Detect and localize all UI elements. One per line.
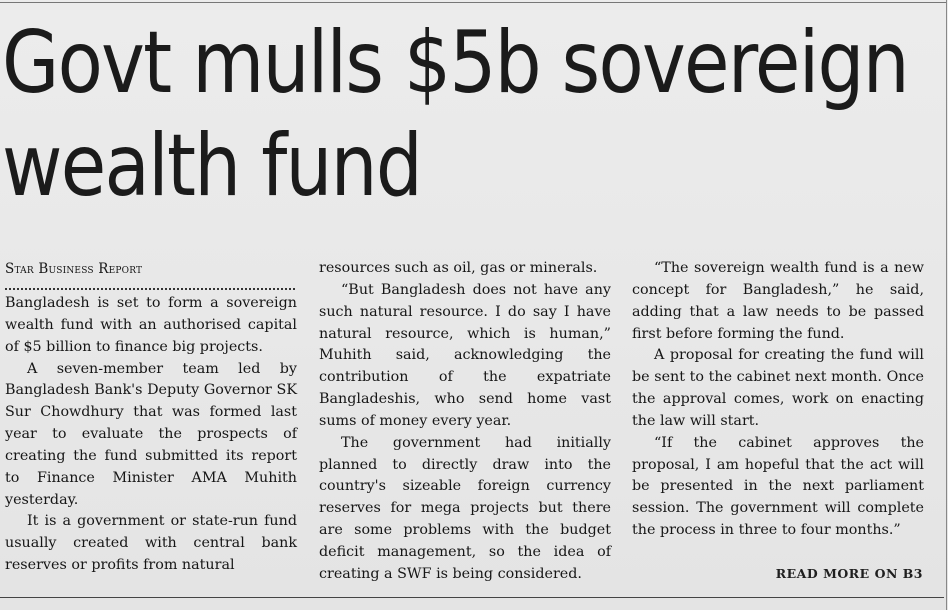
- paragraph: It is a government or state-run fund usually created with central bank reserves or profits from natural: [5, 513, 297, 574]
- paragraph: Bangladesh is set to form a sovereign wealth fund with an authorised capital of $5 billion to finance big projects.: [5, 295, 297, 355]
- column-1: [5, 258, 297, 577]
- column-3: [632, 258, 924, 542]
- paragraph: A proposal for creating the fund will be sent to the cabinet next month. Once the approval comes, work on enacting the law will start.: [632, 347, 924, 429]
- right-rule: [946, 0, 947, 610]
- paragraph: “If the cabinet approves the proposal, I am hopeful that the act will be presented in the next parliament session. The government will complete the process in three to four months.”: [632, 434, 924, 539]
- column-2: [319, 258, 611, 586]
- bottom-rule: [0, 597, 944, 598]
- top-rule: [0, 2, 946, 3]
- article-body: [5, 258, 925, 588]
- headline: [2, 12, 908, 218]
- byline: Star Business Report: [5, 261, 143, 277]
- paragraph: “But Bangladesh does not have any such natural resource. I do say I have natural resource, which is human,” Muhith said, acknowledging the contribution of the expatriate Bangladeshis, who send home vast sums of money every year.: [319, 281, 611, 429]
- paragraph: A seven-member team led by Bangladesh Bank's Deputy Governor SK Sur Chowdhury that was formed last year to evaluate the prospects of creating the fund submitted its report to Finance Minister AMA Muhith yesterday.: [5, 360, 297, 508]
- byline-dotted-rule: [5, 288, 295, 290]
- paragraph: resources such as oil, gas or minerals.: [319, 260, 598, 276]
- paragraph: The government had initially planned to directly draw into the country's sizeable foreign currency reserves for mega projects but there are some problems with the budget deficit management, so the idea of creating a SWF is being considered.: [319, 434, 611, 582]
- headline-line-1: Govt mulls $5b sovereign: [2, 13, 908, 113]
- read-more-link[interactable]: READ MORE ON B3: [775, 566, 923, 581]
- paragraph: “The sovereign wealth fund is a new concept for Bangladesh,” he said, adding that a law needs to be passed first before forming the fund.: [632, 260, 924, 342]
- headline-line-2: wealth fund: [2, 116, 422, 216]
